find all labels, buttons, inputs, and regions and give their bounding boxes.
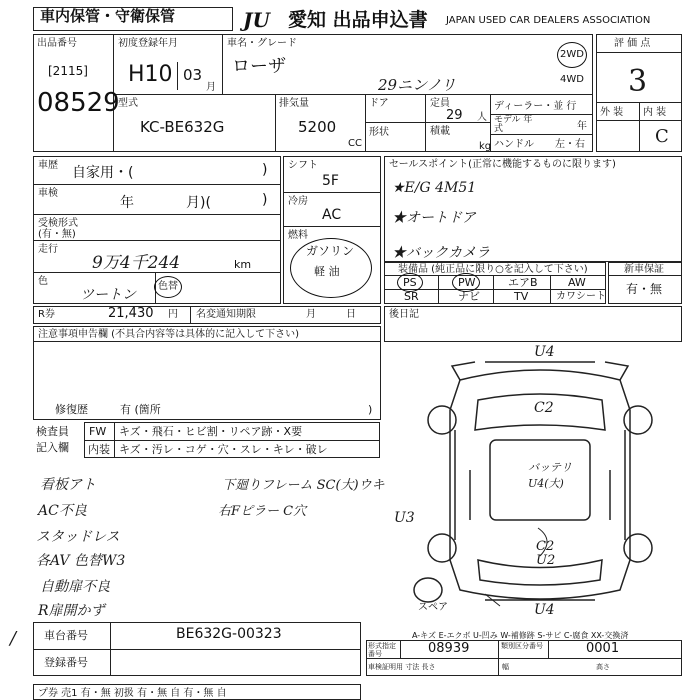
inspector-interior-items: キズ・汚レ・コゲ・穴・スレ・キレ・破レ [119,443,328,456]
length-label: 車検証明用 寸法 長さ [368,663,436,671]
equip-aw: AW [568,276,586,289]
model-value: KC-BE632G [140,118,225,136]
capacity-unit: 人 [477,112,487,123]
registration-label: 初度登録年月 [118,38,178,49]
model-year-label: モデル 年式 [494,115,533,134]
color-change-label: 色替 [158,281,178,292]
vehicle-name: ローザ [232,56,286,77]
drive-4wd: 4WD [560,74,584,85]
registration-number-label: 登録番号 [44,656,88,669]
handle-options: 左・右 [555,139,585,150]
drive-2wd: 2WD [560,49,584,60]
notice-label: 名変通知期限 [196,309,256,320]
usage-label: 車歴 [38,160,58,171]
later-notes-label: 後日記 [389,309,419,320]
remark-2: AC不良 [38,503,87,519]
acceptance-sub: (有・無) [38,229,76,240]
shift-value: 5F [322,173,339,189]
kg-unit: kg [479,141,492,152]
notice-month: 月 [306,309,316,320]
inspector-fw-items: キズ・飛石・ヒビ割・リペア跡・X要 [119,425,303,438]
class-label: 類別区分番号 [501,642,543,650]
grade-note: 29ニンノリ [378,76,456,94]
capacity-value: 29 [446,108,463,123]
equip-tv: TV [514,290,529,303]
cooler-label: 冷房 [288,196,308,207]
tax-unit: 円 [168,309,178,320]
remark-5: 自動扉不良 [40,579,110,595]
spare-label: スペア [418,602,448,613]
equip-sr: SR [404,290,419,303]
year-unit: 年 [577,121,587,132]
remark-6: R扉開かず [38,603,105,619]
height-label: 高さ [596,663,610,671]
fuel-value: ガソリン [306,244,355,258]
tax-label: R券 [38,309,55,320]
mileage-unit: km [234,258,252,271]
dealer-label: ディーラー・並 行 [494,101,577,112]
month-unit: 月 [206,82,216,93]
remark-1: 看板アト [40,477,96,493]
cooler-value: AC [322,207,342,223]
notes-header: 注意事項申告欄 (不具合内容等は具体的に記入して下さい) [38,329,299,340]
rating-label: 評 価 点 [614,38,651,49]
inspection-close: ) [262,192,268,208]
listing-number: 08529 [37,88,120,118]
type-cert-value: 08939 [428,641,470,656]
remark-right-2: 右Fピラー C穴 [218,504,307,519]
equip-pw: PW [458,276,476,289]
type-cert-label: 形式指定番号 [368,642,396,658]
usage-close: ) [262,162,268,178]
displacement-value: 5200 [298,118,337,136]
inspector-label-1: 検査員 [36,425,69,438]
sales-points-header: セールスポイント(正常に機能するものに限ります) [389,159,616,170]
equip-ps: PS [403,276,417,289]
capacity-label: 定員 [430,98,450,109]
width-label: 幅 [502,663,509,671]
class-value: 0001 [586,641,620,656]
shape-label: 形状 [369,127,389,138]
diagram-mark-top: U4 [534,344,555,360]
inspection-month: 月)( [186,195,211,211]
interior-value: C [655,126,669,147]
remark-4: 各AV 色替W3 [36,553,126,569]
sales-point-1: ★E/G 4M51 [392,180,477,196]
later-notes-box [384,306,682,342]
usage-value: 自家用・( [72,165,134,181]
inspection-label: 車検 [38,188,58,199]
registration-month: 03 [183,66,203,84]
door-label: ドア [369,98,389,109]
shift-label: シフト [288,160,318,171]
repair-label: 修復歴 [55,403,88,416]
association-name: JAPAN USED CAR DEALERS ASSOCIATION [446,15,651,26]
sales-point-3: ★バックカメラ [392,245,490,261]
load-label: 積載 [430,126,450,137]
equip-seat: カワシート [556,291,606,302]
new-car-value: 有・無 [626,282,663,296]
mileage-label: 走行 [38,244,58,255]
mileage-value: 9万4千244 [92,253,181,273]
diagram-mark-bottom: U4 [534,602,555,618]
chassis-value: BE632G-00323 [176,626,282,642]
new-car-label: 新車保証 [624,264,664,275]
interior-label: 内 装 [643,107,667,118]
remark-3: スタッドレス [36,529,120,545]
displacement-label: 排気量 [279,98,309,109]
rating-value: 3 [628,64,648,99]
inspector-fw-tag: FW [89,425,107,438]
color-label: 色 [38,276,48,287]
equipment-header: 装備品 (純正品に限り○を記入して下さい) [398,264,588,275]
diagram-mark-battery: バッテリ U4(大) [528,461,572,490]
ju-logo [243,8,283,30]
diagram-mark-left: U3 [394,510,415,526]
inspection-year: 年 [120,195,134,211]
color-value: ツートン [80,287,136,303]
repair-close: ) [368,403,373,416]
vehicle-name-label: 車名・グレード [227,38,297,49]
repair-value: 有 (箇所 [120,403,161,416]
side-mark: / [10,628,17,649]
notice-day: 日 [346,309,356,320]
handle-label: ハンドル [494,139,534,150]
inspector-interior-tag: 内装 [88,443,110,456]
model-label: 型式 [118,98,138,109]
bracket-code: [2115] [48,64,88,78]
listing-number-label: 出品番号 [37,38,77,49]
inspector-label-2: 記入欄 [36,441,69,454]
diagram-mark-rear: C2 U2 [536,539,556,568]
bottom-row: プ券 売1 有・無 初扱 有・無 自 有・無 自 [38,688,227,699]
exterior-label: 外 装 [600,107,624,118]
fuel-options: 軽 油 [314,265,340,278]
diagram-legend: A-キズ E-エクボ U-凹み W-補修跡 S-サビ C-腐食 XX-交換済 [412,631,629,640]
acceptance-label: 受検形式 [38,218,78,229]
chassis-label: 車台番号 [44,629,88,642]
ju-logo-text: JU [243,8,270,32]
tax-amount: 21,430 [108,306,154,321]
fuel-label: 燃料 [288,230,308,241]
equip-airbag: エアB [508,276,538,289]
equip-navi: ナビ [458,290,480,303]
sales-point-2: ★オートドア [392,210,476,226]
form-title: 愛知 出品申込書 [288,9,428,31]
registration-year: H10 [128,62,173,87]
storage-label: 車内保管・守衛保管 [40,7,176,25]
remark-right-1: 下廻りフレーム SC(大)ウキ [222,478,385,493]
cc-unit: CC [348,138,362,149]
diagram-mark-roof: C2 [534,400,554,416]
